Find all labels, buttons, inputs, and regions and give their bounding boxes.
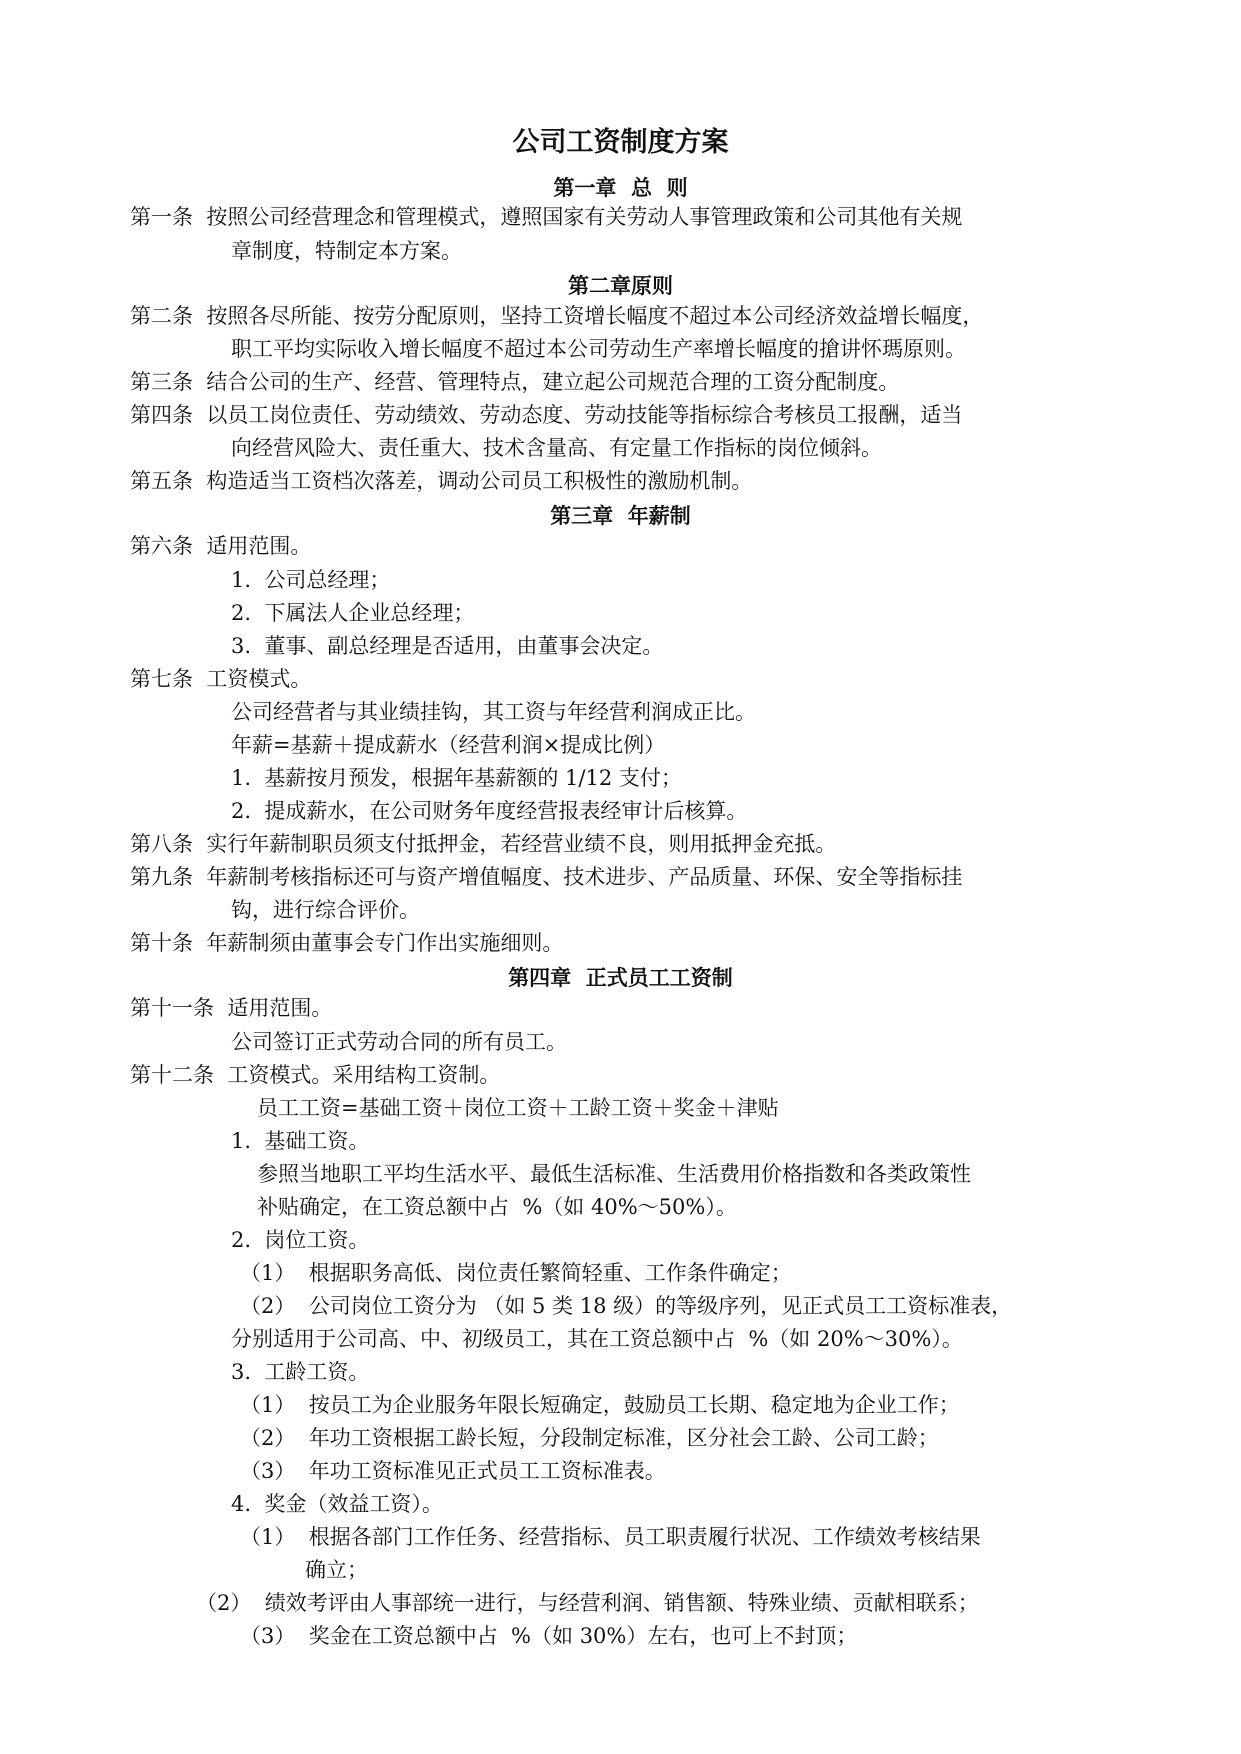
list-item: （1） 按员工为企业服务年限长短确定，鼓励员工长期、稳定地为企业工作； <box>240 1393 960 1417</box>
article-9-line-2: 钩，进行综合评价。 <box>231 898 420 922</box>
article-12-line: 第十二条 工资模式。采用结构工资制。 <box>130 1063 501 1087</box>
list-item: 2. 下属法人企业总经理； <box>231 601 475 625</box>
list-item: （2） 年功工资根据工龄长短，分段制定标准，区分社会工龄、公司工龄； <box>240 1426 939 1450</box>
salary-formula: 年薪=基薪＋提成薪水（经营利润×提成比例） <box>231 733 666 757</box>
list-item: 3. 工龄工资。 <box>231 1360 370 1384</box>
article-4-line-1: 第四条 以员工岗位责任、劳动绩效、劳动态度、劳动技能等指标综合考核员工报酬，适当 <box>130 403 963 427</box>
article-10-line: 第十条 年薪制须由董事会专门作出实施细则。 <box>130 931 564 955</box>
chapter-3-heading: 第三章 年薪制 <box>550 504 691 528</box>
article-2-line-2: 职工平均实际收入增长幅度不超过本公司劳动生产率增长幅度的搶讲怀瑪原则。 <box>231 337 966 361</box>
list-item: （1） 根据职务高低、岗位责任繁简轻重、工作条件确定； <box>240 1261 792 1285</box>
chapter-1-heading: 第一章 总 则 <box>553 176 688 200</box>
article-2-line-1: 第二条 按照各尽所能、按劳分配原则，坚持工资增长幅度不超过本公司经济效益增长幅度， <box>130 304 984 328</box>
article-3-line: 第三条 结合公司的生产、经营、管理特点，建立起公司规范合理的工资分配制度。 <box>130 370 900 394</box>
paragraph-line: 补贴确定，在工资总额中占 %（如 40%～50%）。 <box>257 1195 737 1219</box>
chapter-2-heading: 第二章原则 <box>568 274 673 298</box>
list-item: 2. 提成薪水，在公司财务年度经营报表经审计后核算。 <box>231 799 748 823</box>
paragraph-line: 公司经营者与其业绩挂钩，其工资与年经营利润成正比。 <box>231 700 756 724</box>
paragraph-line: 公司签订正式劳动合同的所有员工。 <box>231 1030 567 1054</box>
article-8-line: 第八条 实行年薪制职员须支付抵押金，若经营业绩不良，则用抵押金充抵。 <box>130 832 837 856</box>
paragraph-line: 确立； <box>305 1558 368 1582</box>
document-title: 公司工资制度方案 <box>512 127 729 158</box>
article-7-line: 第七条 工资模式。 <box>130 667 312 691</box>
article-11-line: 第十一条 适用范围。 <box>130 996 333 1020</box>
article-5-line: 第五条 构造适当工资档次落差，调动公司员工积极性的激励机制。 <box>130 469 753 493</box>
list-item: （2） 绩效考评由人事部统一进行，与经营利润、销售额、特殊业绩、贡献相联系； <box>196 1591 979 1615</box>
list-item: （2） 公司岗位工资分为 （如 5 类 18 级）的等级序列，见正式员工工资标准表， <box>240 1294 1013 1318</box>
chapter-4-heading: 第四章 正式员工工资制 <box>508 966 733 990</box>
list-item: 1. 基薪按月预发，根据年基薪额的 1/12 支付； <box>231 766 682 790</box>
article-9-line-1: 第九条 年薪制考核指标还可与资产增值幅度、技术进步、产品质量、环保、安全等指标挂 <box>130 865 963 889</box>
list-item: （3） 奖金在工资总额中占 %（如 30%）左右，也可上不封顶； <box>240 1624 858 1648</box>
article-4-line-2: 向经营风险大、责任重大、技术含量高、有定量工作指标的岗位倾斜。 <box>231 436 882 460</box>
paragraph-line: 分别适用于公司高、中、初级员工，其在工资总额中占 %（如 20%～30%）。 <box>231 1327 963 1351</box>
list-item: 1. 基础工资。 <box>231 1129 370 1153</box>
list-item: （1） 根据各部门工作任务、经营指标、员工职责履行状况、工作绩效考核结果 <box>240 1525 981 1549</box>
list-item: 1. 公司总经理； <box>231 568 391 592</box>
list-item: （3） 年功工资标准见正式员工工资标准表。 <box>240 1459 666 1483</box>
paragraph-line: 参照当地职工平均生活水平、最低生活标准、生活费用价格指数和各类政策性 <box>257 1162 971 1186</box>
article-6-line: 第六条 适用范围。 <box>130 534 312 558</box>
list-item: 4. 奖金（效益工资）。 <box>231 1492 443 1516</box>
list-item: 3. 董事、副总经理是否适用，由董事会决定。 <box>231 634 664 658</box>
list-item: 2. 岗位工资。 <box>231 1228 370 1252</box>
article-1-line-2: 章制度，特制定本方案。 <box>231 239 462 263</box>
salary-formula: 员工工资=基础工资＋岗位工资＋工龄工资＋奖金＋津贴 <box>257 1096 779 1120</box>
article-1-line-1: 第一条 按照公司经营理念和管理模式，遵照国家有关劳动人事管理政策和公司其他有关规 <box>130 205 963 229</box>
